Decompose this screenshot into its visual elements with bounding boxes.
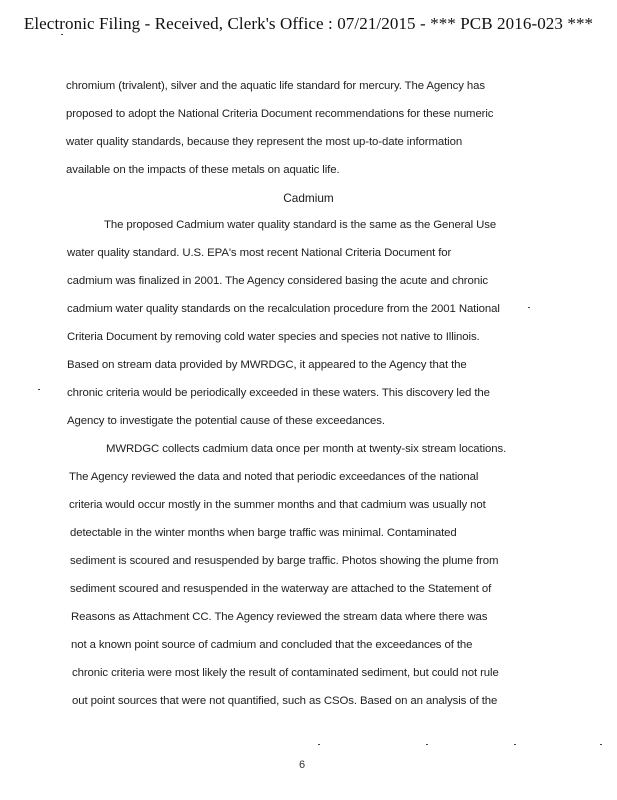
text-line: available on the impacts of these metals on aquatic life. bbox=[66, 164, 340, 176]
text-line: cadmium water quality standards on the recalculation procedure from the 2001 National bbox=[67, 303, 500, 315]
text-line: water quality standards, because they represent the most up-to-date information bbox=[66, 136, 463, 148]
text-line: criteria would occur mostly in the summer months and that cadmium was usually not bbox=[69, 499, 486, 511]
text-line: out point sources that were not quantified, such as CSOs. Based on an analysis of the bbox=[72, 695, 498, 707]
scan-speck bbox=[600, 744, 602, 745]
scan-speck bbox=[318, 744, 320, 745]
text-line: detectable in the winter months when barge traffic was minimal. Contaminated bbox=[70, 527, 457, 539]
text-line: cadmium was finalized in 2001. The Agency considered basing the acute and chronic bbox=[67, 275, 489, 287]
text-line: Based on stream data provided by MWRDGC, it appeared to the Agency that the bbox=[67, 359, 467, 371]
text-line: sediment is scoured and resuspended by barge traffic. Photos showing the plume from bbox=[70, 555, 499, 567]
text-line: sediment scoured and resuspended in the waterway are attached to the Statement of bbox=[70, 583, 492, 595]
text-line: The Agency reviewed the data and noted that periodic exceedances of the national bbox=[69, 471, 479, 483]
text-line: not a known point source of cadmium and concluded that the exceedances of the bbox=[71, 639, 473, 651]
text-line: Reasons as Attachment CC. The Agency reviewed the stream data where there was bbox=[71, 611, 488, 623]
text-line: MWRDGC collects cadmium data once per month at twenty-six stream locations. bbox=[106, 443, 507, 455]
text-line: proposed to adopt the National Criteria Document recommendations for these numeric bbox=[66, 108, 494, 120]
scan-speck bbox=[528, 307, 530, 308]
text-line: Criteria Document by removing cold water species and species not native to Illinois. bbox=[67, 331, 480, 343]
filing-header: Electronic Filing - Received, Clerk's Office : 07/21/2015 - *** PCB 2016-023 *** bbox=[23, 14, 594, 33]
text-line: chromium (trivalent), silver and the aquatic life standard for mercury. The Agency has bbox=[66, 80, 485, 92]
scan-speck bbox=[514, 744, 516, 745]
text-line: The proposed Cadmium water quality standard is the same as the General Use bbox=[104, 219, 497, 231]
text-line: Agency to investigate the potential cause of these exceedances. bbox=[67, 415, 385, 427]
scan-speck bbox=[38, 389, 40, 390]
scan-speck bbox=[426, 744, 428, 745]
page-number: 6 bbox=[298, 759, 306, 771]
text-line: chronic criteria were most likely the result of contaminated sediment, but could not rule bbox=[72, 667, 499, 679]
text-line: water quality standard. U.S. EPA's most recent National Criteria Document for bbox=[67, 247, 452, 259]
scan-speck bbox=[61, 34, 63, 35]
text-line: chronic criteria would be periodically exceeded in these waters. This discovery led the bbox=[67, 387, 490, 399]
section-heading: Cadmium bbox=[283, 191, 334, 205]
